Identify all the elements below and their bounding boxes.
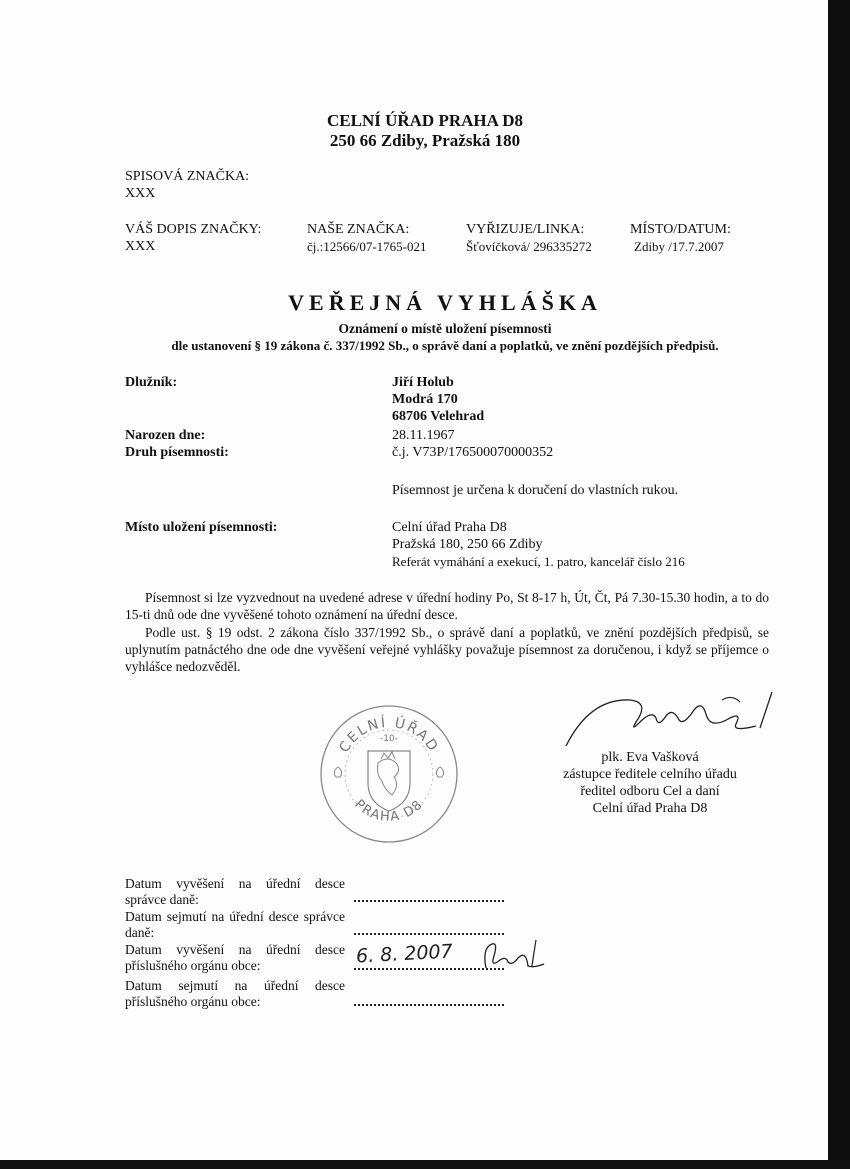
signatory-name: plk. Eva Vašková [601,750,699,765]
spisova-label: SPISOVÁ ZNAČKA: [125,169,250,184]
delivery-note: Písemnost je určena k doručení do vlastních rukou. [392,483,679,498]
spisova-value: XXX [125,186,156,201]
subtitle-law: dle ustanovení § 19 zákona č. 337/1992 Sb., o správě daní a poplatků, ve znění pozdějších předpisů. [171,338,719,353]
date-posted-municipality-value: 6. 8. 2007 [355,940,454,968]
storage-line3: Referát vymáhání a exekucí, 1. patro, kancelář číslo 216 [392,554,685,569]
office-title: CELNÍ ÚŘAD PRAHA D8 [327,111,523,130]
date-posted-tax-line [354,900,504,902]
scan-edge-right [828,0,850,1169]
date-removed-municipality-line [354,1004,504,1006]
debtor-street: Modrá 170 [392,392,458,407]
municipality-initials [478,938,548,974]
stamp-number: -10- [380,734,398,744]
stamp-top-text: CELNÍ ÚŘAD [336,714,442,756]
handwritten-signature [560,688,790,753]
debtor-city: 68706 Velehrad [392,409,485,424]
vas-dopis-label: VÁŠ DOPIS ZNAČKY: [125,222,262,237]
date-removed-tax-line [354,933,504,935]
signatory-office: Celní úřad Praha D8 [592,801,708,816]
paragraph-pickup: Písemnost si lze vyzvednout na uvedené adrese v úřední hodiny Po, St 8-17 h, Út, Čt, Pá 7.30-15.30 hodin, a to do 15-ti dnů ode dne vyvěšené tohoto oznámení na úřední desce. [125,590,769,622]
storage-line2: Pražská 180, 250 66 Zdiby [392,537,543,552]
nase-value: čj.:12566/07-1765-021 [307,239,427,254]
storage-line1: Celní úřad Praha D8 [392,520,507,535]
vyrizuje-value: Šťovíčková/ 296335272 [466,239,592,254]
born-label: Narozen dne: [125,428,206,443]
stamp-bottom-text: PRAHA D8 [351,796,427,825]
signatory-role1: zástupce ředitele celního úřadu [563,767,737,782]
date-posted-tax-label: Datum vyvěšení na úřední desce správce daně: [125,876,345,907]
office-address: 250 66 Zdiby, Pražská 180 [329,131,521,150]
debtor-name: Jiří Holub [392,375,454,390]
signatory-role2: ředitel odboru Cel a daní [580,784,720,799]
vyrizuje-label: VYŘIZUJE/LINKA: [466,222,585,237]
date-removed-tax-label: Datum sejmutí na úřední desce správce daně: [125,909,345,940]
scan-edge-bottom [0,1160,850,1169]
misto-label: MÍSTO/DATUM: [630,222,731,237]
office-stamp [318,703,460,845]
paragraph-law: Podle ust. § 19 odst. 2 zákona číslo 337/1992 Sb., o správě daní a poplatků, ve znění pozdějších předpisů, se uplynutím patnáctého dne ode dne vyvěšení veřejné vyhlášky považuje písemnost za doručenou, i když se příjemce o vyhlášce nedozvěděl. [125,625,769,674]
subtitle-notice: Oznámení o místě uložení písemnosti [338,321,552,336]
document-title: VEŘEJNÁ VYHLÁŠKA [288,290,602,315]
debtor-label: Dlužník: [125,375,178,390]
nase-label: NAŠE ZNAČKA: [307,222,410,237]
date-removed-municipality-label: Datum sejmutí na úřední desce příslušného orgánu obce: [125,978,345,1009]
date-posted-municipality-label: Datum vyvěšení na úřední desce příslušného orgánu obce: [125,942,345,973]
born-value: 28.11.1967 [392,428,455,443]
doc-type-label: Druh písemnosti: [125,445,229,460]
storage-label: Místo uložení písemnosti: [125,520,278,535]
misto-value: Zdiby /17.7.2007 [634,239,724,254]
vas-dopis-value: XXX [125,239,156,254]
doc-type-value: č.j. V73P/176500070000352 [392,445,554,460]
